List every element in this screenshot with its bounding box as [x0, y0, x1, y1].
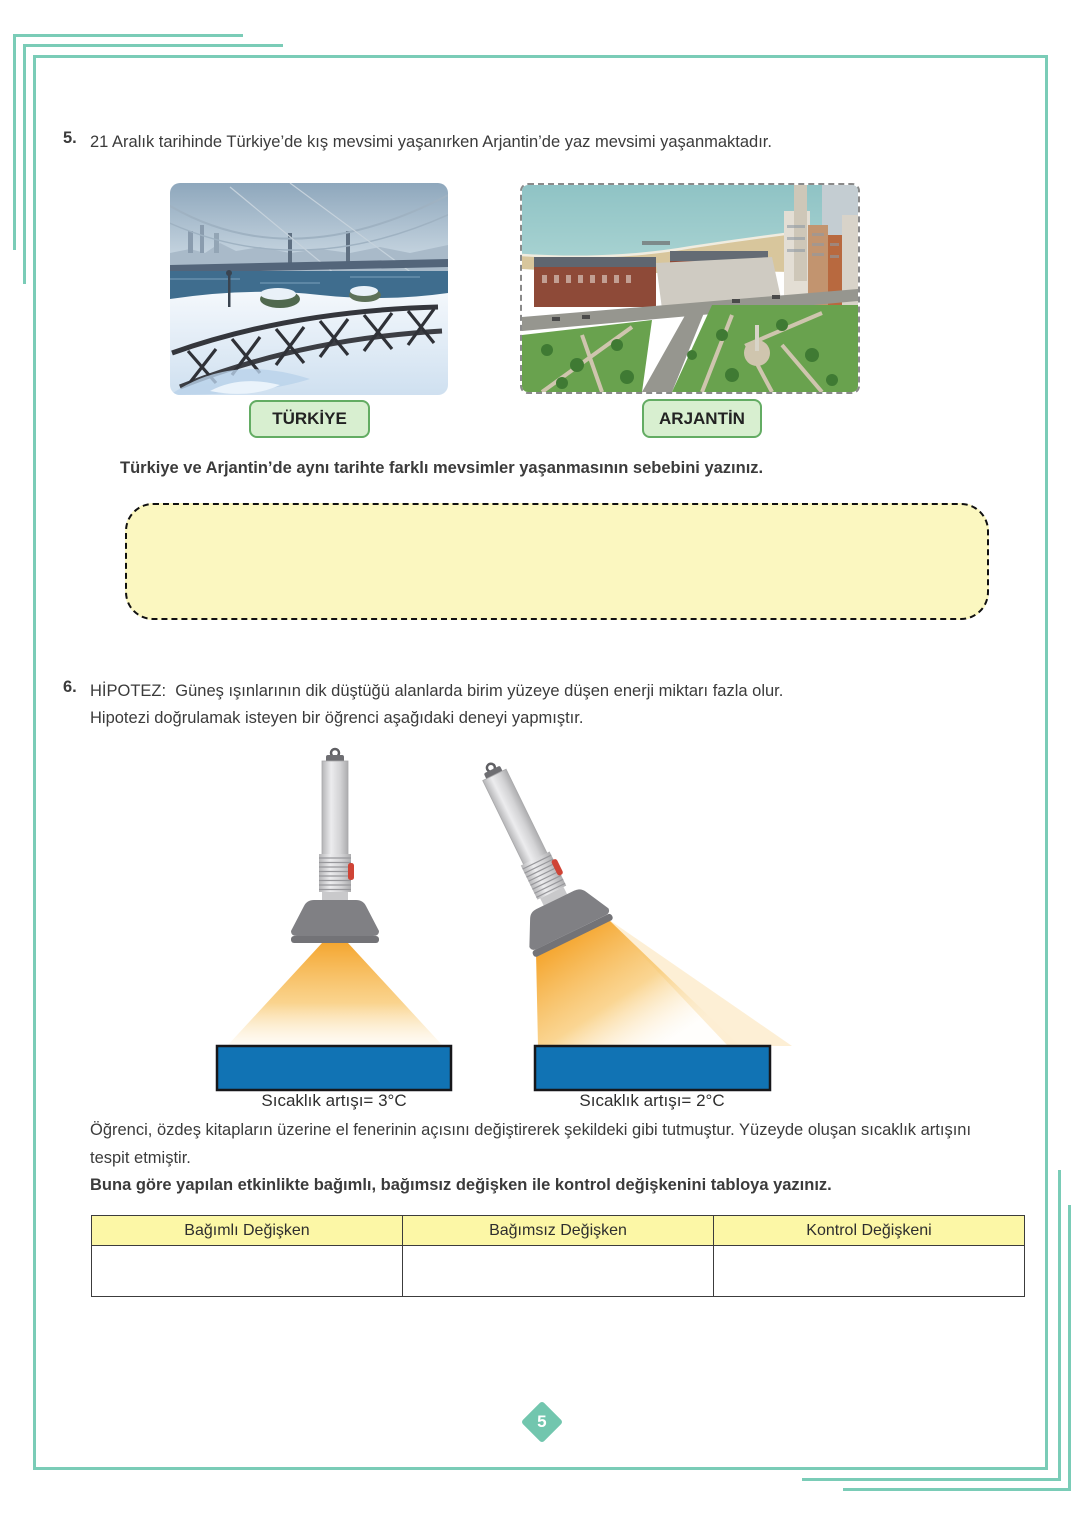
turkey-label [249, 400, 370, 438]
argentina-label [642, 399, 762, 438]
header-control-variable: Kontrol Değişkeni [714, 1216, 1025, 1246]
explanation-paragraph: Öğrenci, özdeş kitapların üzerine el fenerinin açısını değiştirerek şekildeki gibi tutmuştur. Yüzeyde oluşan sıcaklık artışını tespit etmiştir. [90, 1121, 972, 1167]
book-surface-right [535, 1046, 770, 1090]
cell-control-variable[interactable] [714, 1246, 1025, 1297]
table-instruction: Buna göre yapılan etkinlikte bağımlı, bağımsız değişken ile kontrol değişkenini tabloya yazınız. [90, 1176, 832, 1194]
question-5-answer-box[interactable] [125, 503, 989, 620]
turkey-photo [170, 183, 448, 395]
question-5-number: 5. [63, 129, 77, 147]
question-5-prompt: Türkiye ve Arjantin’de aynı tarihte farklı mevsimler yaşanmasının sebebini yazınız. [120, 459, 764, 477]
flashlight-angled [450, 745, 614, 958]
cell-independent-variable[interactable] [403, 1246, 714, 1297]
caption-left: Sıcaklık artışı= 3°C [261, 1091, 407, 1110]
book-surface-left [217, 1046, 451, 1090]
experiment-figure [180, 740, 820, 1092]
question-6-line2: Hipotezi doğrulamak isteyen bir öğrenci aşağıdaki deneyi yapmıştır. [90, 709, 584, 727]
turkey-photo-illustration [170, 183, 448, 395]
hypothesis-label: HİPOTEZ: [90, 682, 167, 700]
page-number: 5 [537, 1412, 547, 1431]
variables-table [91, 1215, 1025, 1297]
flashlight-vertical [291, 749, 379, 943]
flashlight-experiment-illustration [180, 740, 820, 1092]
caption-right: Sıcaklık artışı= 2°C [579, 1091, 725, 1110]
question-5-text: 21 Aralık tarihinde Türkiye’de kış mevsimi yaşanırken Arjantin’de yaz mevsimi yaşanmaktadır. [90, 133, 772, 151]
header-independent-variable: Bağımsız Değişken [403, 1216, 714, 1246]
question-6-explanation [90, 1117, 1007, 1200]
question-6-number: 6. [63, 678, 77, 696]
light-beam-vertical [227, 943, 443, 1046]
variables-table-answer-row [92, 1246, 1025, 1297]
argentina-photo [520, 183, 860, 394]
turkey-label-text: TÜRKİYE [272, 409, 347, 428]
hypothesis-text: Güneş ışınlarının dik düştüğü alanlarda birim yüzeye düşen enerji miktarı fazla olur. [175, 682, 784, 700]
cell-dependent-variable[interactable] [92, 1246, 403, 1297]
argentina-photo-illustration [522, 185, 858, 392]
question-6-text [90, 678, 1010, 732]
argentina-label-text: ARJANTİN [659, 408, 745, 428]
variables-table-header-row [92, 1216, 1025, 1246]
header-dependent-variable: Bağımlı Değişken [92, 1216, 403, 1246]
